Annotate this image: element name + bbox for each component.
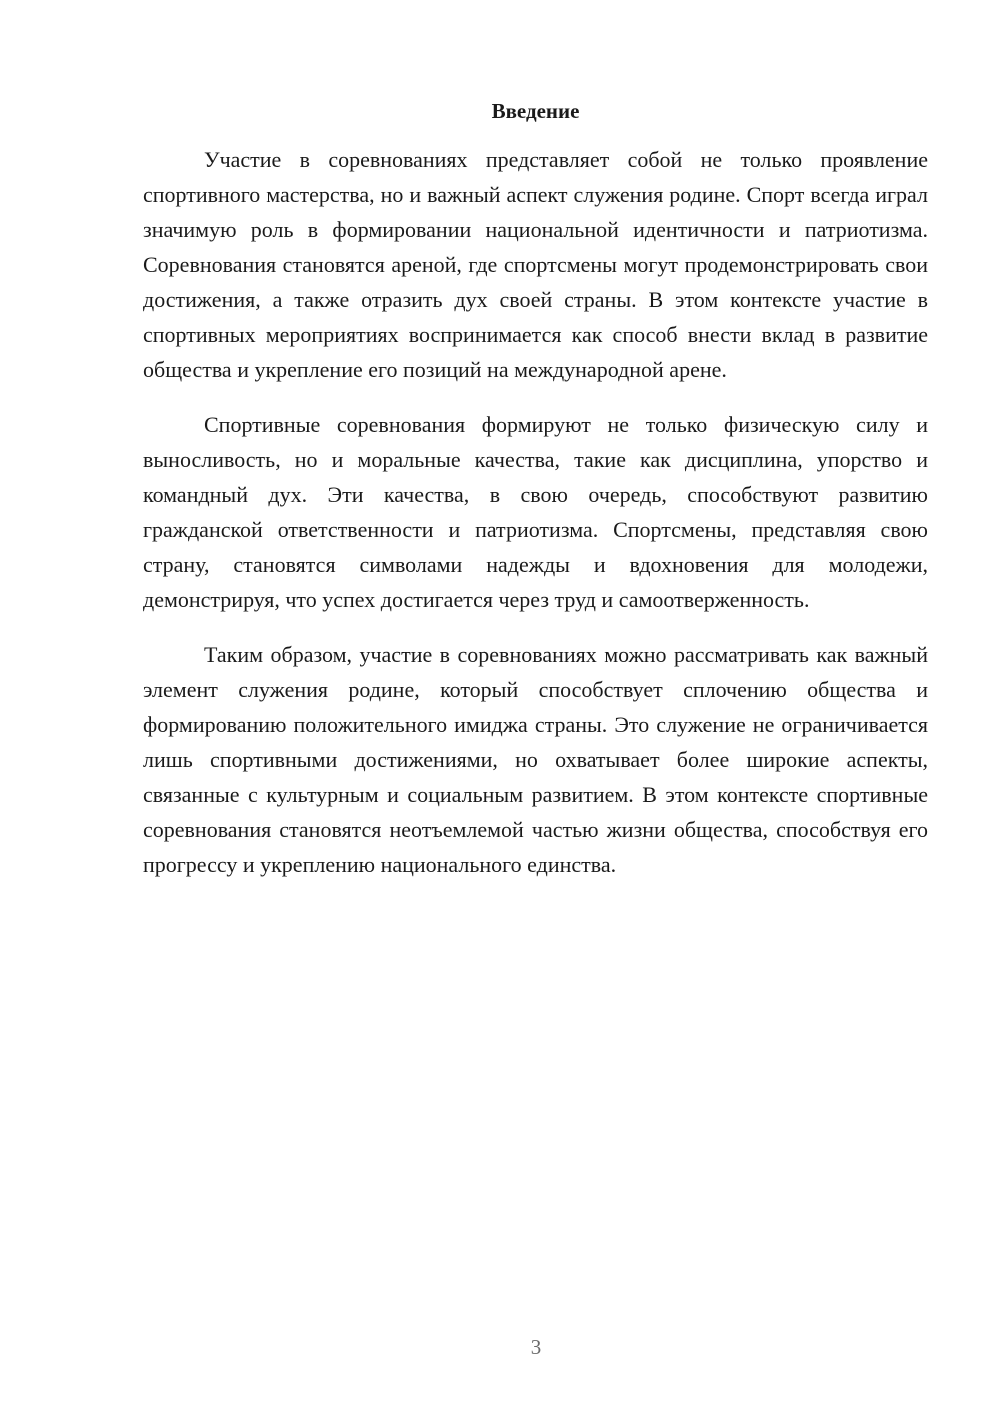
paragraph-2: Спортивные соревнования формируют не только физическую силу и выносливость, но и моральные качества, такие как дисциплина, упорство и командный дух. Эти качества, в свою очередь, способствуют развитию гражданской ответственности и патриотизма. Спортсмены, представляя свою страну, становятся символами надежды и вдохновения для молодежи, демонстрируя, что успех достигается через труд и самоотверженность. — [143, 412, 928, 612]
paragraph-1: Участие в соревнованиях представляет собой не только проявление спортивного мастерства, но и важный аспект служения родине. Спорт всегда играл значимую роль в формировании национальной идентичности и патриотизма. Соревнования становятся ареной, где спортсмены могут продемонстрировать свои достижения, а также отразить дух своей страны. В этом контексте участие в спортивных мероприятиях воспринимается как способ внести вклад в развитие общества и укрепление его позиций на международной арене. — [143, 147, 928, 382]
section-heading: Введение — [491, 99, 580, 123]
page-number: 3 — [530, 1335, 542, 1359]
paragraph-3: Таким образом, участие в соревнованиях можно рассматривать как важный элемент служения родине, который способствует сплочению общества и формированию положительного имиджа страны. Это служение не ограничивается лишь спортивными достижениями, но охватывает более широкие аспекты, связанные с культурным и социальным развитием. В этом контексте спортивные соревнования становятся неотъемлемой частью жизни общества, способствуя его прогрессу и укреплению национального единства. — [143, 642, 928, 877]
document-body — [143, 142, 928, 902]
